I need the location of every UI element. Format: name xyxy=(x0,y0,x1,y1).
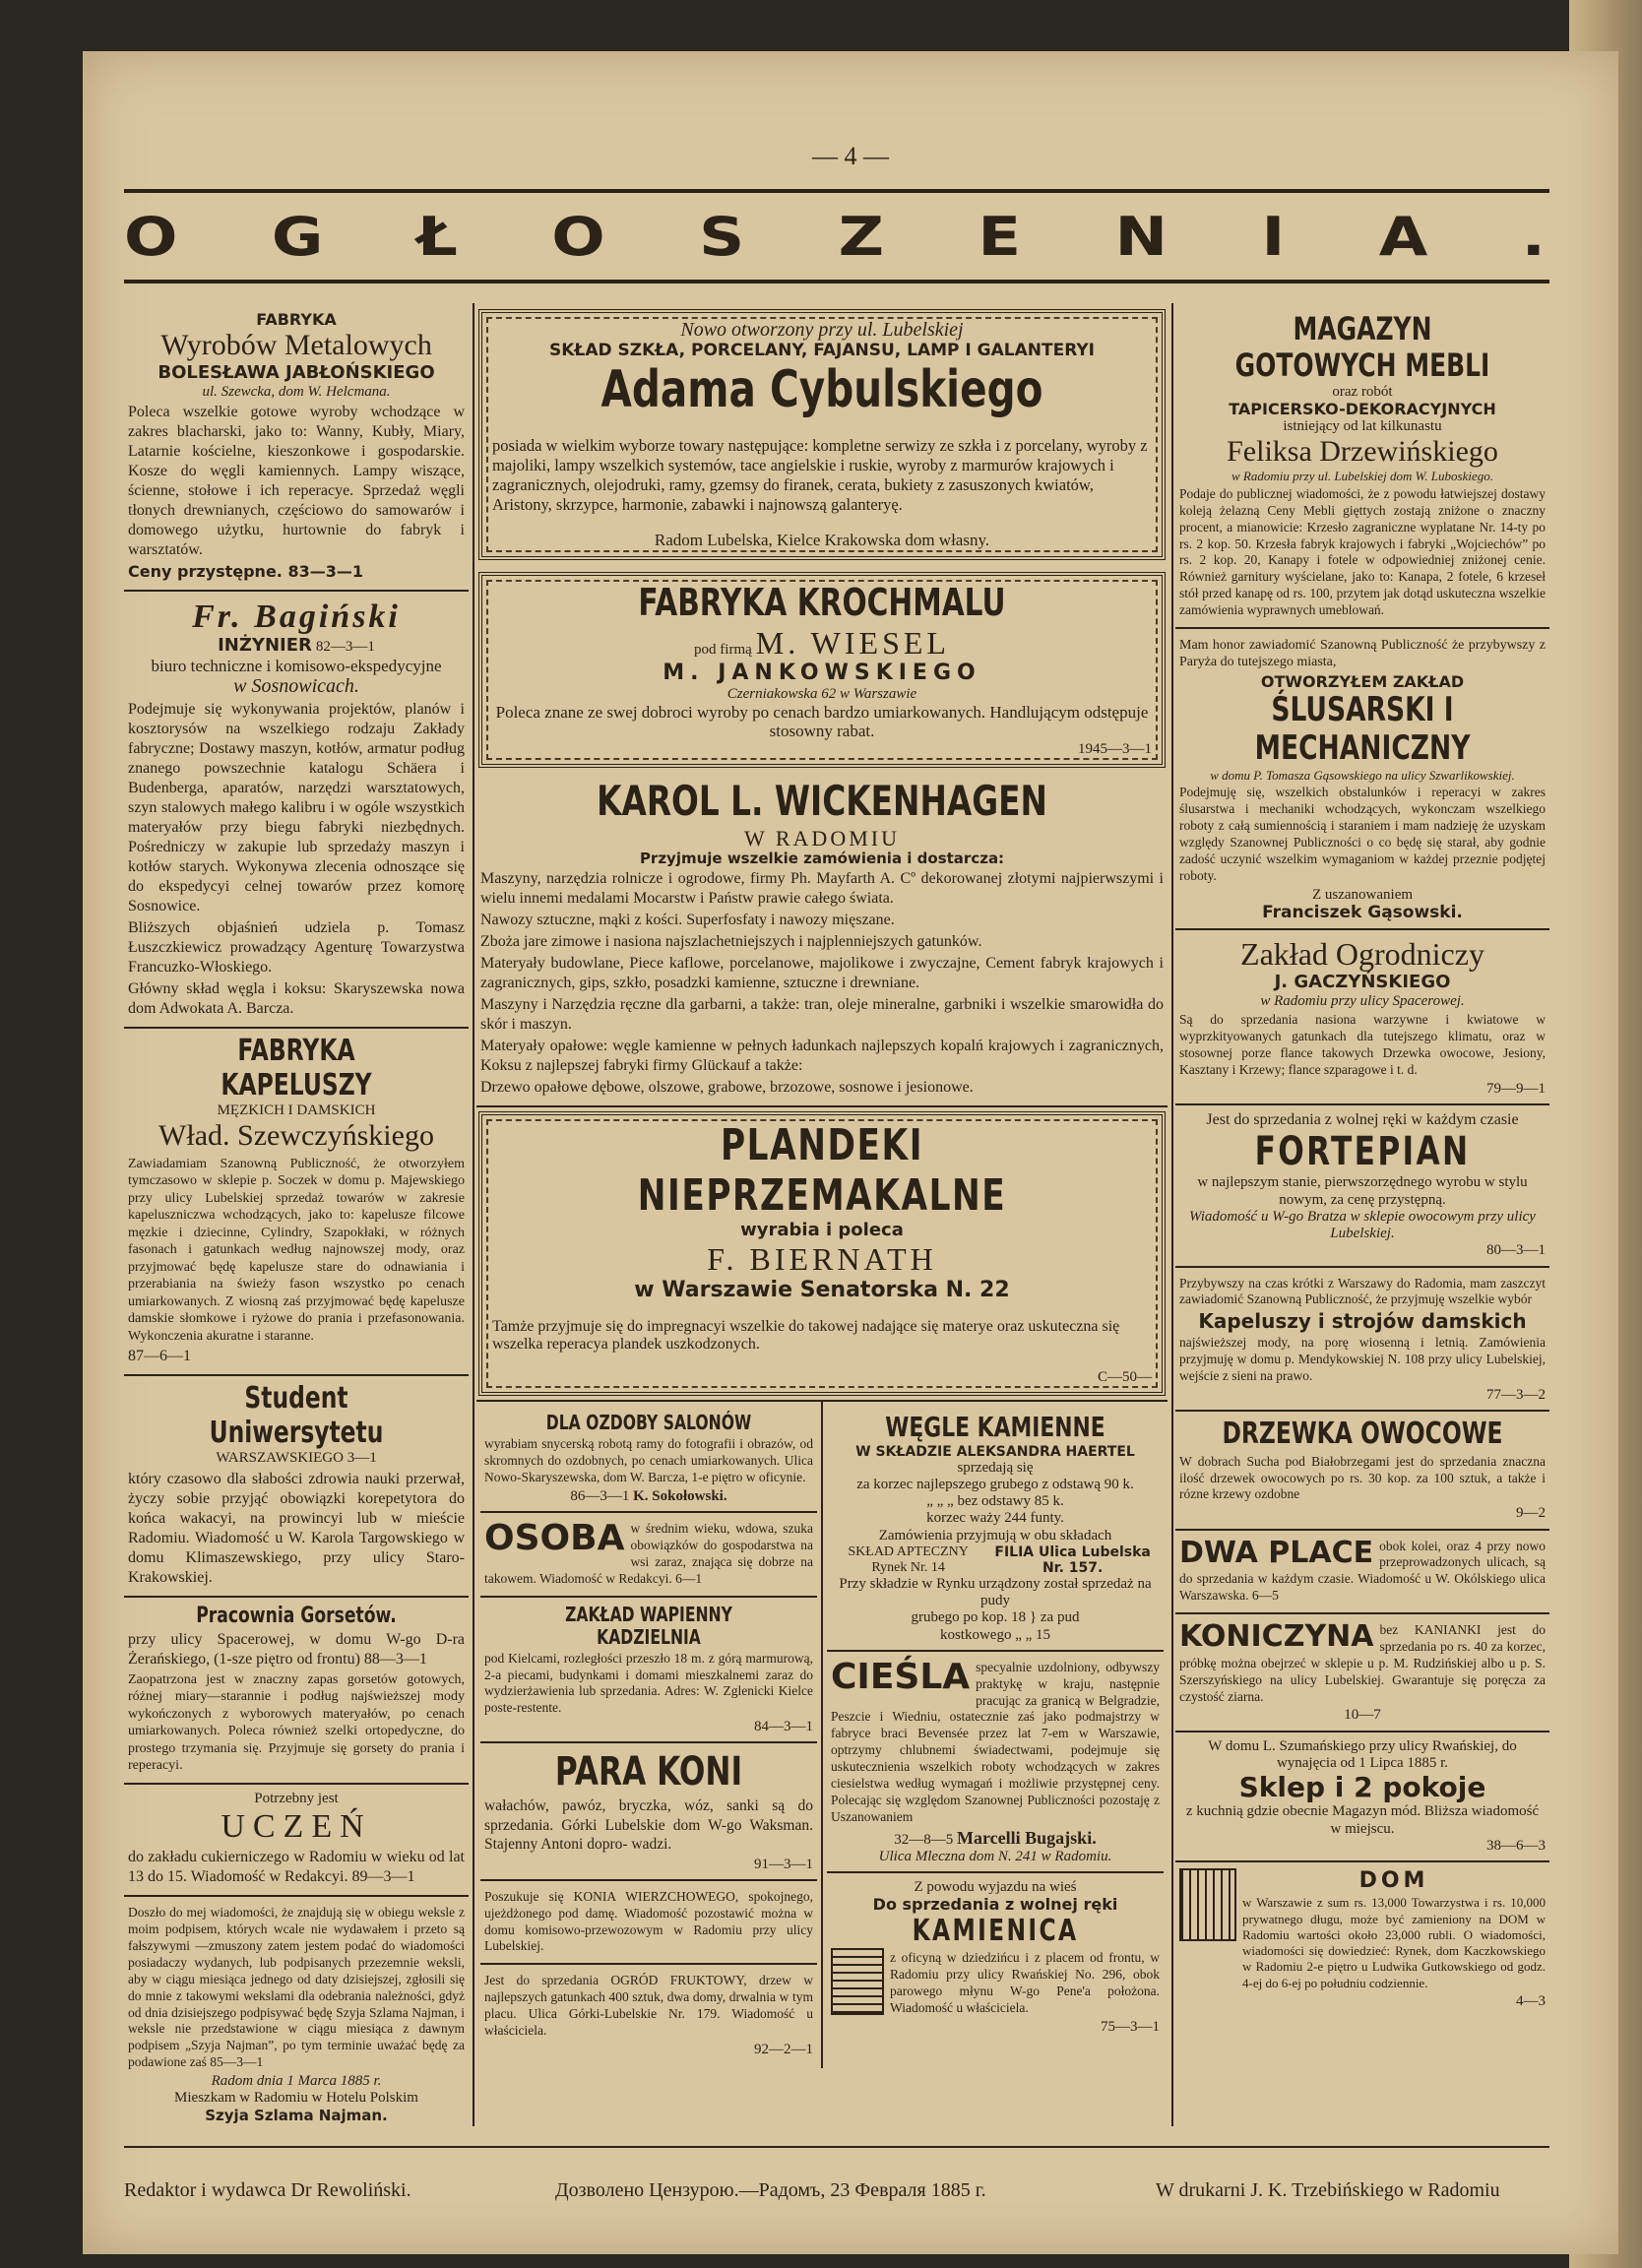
header-letter: A xyxy=(1378,206,1432,269)
ad-body: do zakładu cukierniczego w Radomiu w wieku od lat 13 do 15. Wiadomość w Redakcyi. 89—3—1 xyxy=(128,1849,465,1886)
ad-price: grubego po kop. 18 } za pud xyxy=(911,1609,1080,1626)
ad-furniture xyxy=(1175,305,1549,629)
ad-title: F. BIERNATH xyxy=(707,1240,937,1277)
ad-orchard xyxy=(480,1965,817,2064)
ad-title: FABRYKA xyxy=(256,310,337,329)
ad-body: z oficyną w dziedzińcu i z placem od frontu, w Radomiu przy ulicy Rwańskiej No. 296, obok parowego młynu W-go Pene'a położona. Wiadomość u właściciela. xyxy=(890,1950,1160,2015)
ad-code: 4—3 xyxy=(1516,1992,1546,2009)
ad-price: za korzec najlepszego grubego z odstawą 90 k. xyxy=(856,1476,1134,1492)
ad-code: 38—6—3 xyxy=(1486,1837,1546,1854)
column-divider xyxy=(1171,303,1173,2126)
ad-body: specyalnie uzdolniony, odbywszy praktykę w kraju, następnie pracując za granicą w Belgradzie, Peszcie i Wiedniu, ostatecznie zaś jako podmajstrzy w fabryce braci Bevensée przez lat 7-em w Warszawie, optrzymy chlubnemi świadectwami, podejmuje się uskutecznienia wszelkich roboty wchodzących w zakres ciesielstwa według wymagań i możliwie przystępnej ceny. Polecając się względom Szanownej Publiczności pozostaję z Uszanowaniem xyxy=(831,1659,1160,1824)
ad-tenement xyxy=(827,1873,1164,2042)
ad-subtitle: wyrabia i poleca xyxy=(740,1220,904,1241)
page-number: — 4 — xyxy=(812,142,889,170)
ad-code: 1945—3—1 xyxy=(1078,741,1152,758)
ad-price: „ „ „ bez odstawy 85 k. xyxy=(926,1493,1064,1510)
ad-body: Podaje do publicznej wiadomości, że z powodu łatwiejszej dostawy koleją żelazną Ceny Mebli gięttych zostają zniżone o znaczny procent, a mianowicie: Krzesło zagraniczne wyplatane Nr. 14-ty po rs. 2 kop. 50. Krzesła fabryk krajowych i fabryki „Wojciechów” po rs. 2 kop. 20, Kanapy i fotele w odpowiedniej zniżonej cenie. Również garnitury wyścielane, jako to: Kanapa, 2 fotele, 6 krzeseł stół przed kanapę od rs. 100, przytem jak dotąd uskuteczna wszelkie zamówienia wyprawnych umeblowań. xyxy=(1179,485,1546,618)
ad-body: Zamówienia przyjmują w obu składach xyxy=(878,1527,1112,1544)
ad-title: CIEŚLA xyxy=(831,1656,971,1697)
ad-body: Są do sprzedania nasiona warzywne i kwiatowe w wyprzkityowanych gatunkach dla tutejszego klimatu, oraz w stosownej porze flance takowych Drzewka owocowe, Jesiony, Kasztany i Krzewy; flance szparagowe i t. d. xyxy=(1179,1012,1546,1077)
ad-body: w Warszawie z sum rs. 13,000 Towarzystwa i rs. 10,000 prywatnego długu, może być zamieniony na DOM w Radomiu wartości około 23,000 rubli. O wiadomości, wiadomości się dowiedzieć: Rynek, dom Kaczkowskiego w Radomiu 2-e piętro u Ludwika Gutkowskiego od godz. 4-ej do 6-ej po południu codziennie. xyxy=(1242,1895,1546,1990)
ad-subtitle: Nowo otworzony przy ul. Lubelskiej xyxy=(680,319,964,341)
ad-body: wałachów, pawóz, bryczka, wóz, sanki są do sprzedania. Górki Lubelskie dom W-go Waksman. Stajenny Antoni dopro- wadzi. xyxy=(484,1797,813,1854)
ad-title: BOLESŁAWA JABŁOŃSKIEGO xyxy=(158,361,435,383)
ad-title: Wład. Szewczyńskiego xyxy=(158,1119,434,1153)
ad-code: 82—3—1 xyxy=(315,638,375,655)
ad-subtitle: SKŁAD SZKŁA, PORCELANY, FAJANSU, LAMP I GALANTERYI xyxy=(548,341,1096,360)
ad-clover xyxy=(1175,1614,1549,1732)
ad-address: Wiadomość u W-go Bratza w sklepie owocowym przy ulicy Lubelskiej. xyxy=(1189,1208,1536,1242)
ad-title: Student Uniwersytetu xyxy=(209,1381,384,1450)
footer-printer: W drukarni J. K. Trzebińskiego w Radomiu xyxy=(1156,2179,1500,2201)
ad-signature: Franciszek Gąsowski. xyxy=(1262,902,1463,922)
ad-body: Mam honor zawiadomić Szanowną Publiczność że przybywszy z Paryża do tutejszego miasta, xyxy=(1179,637,1546,670)
ad-body: Tamże przyjmuje się do impregnacyi wszelkie do takowej nadające się materye oraz uskuteczna się wszelka reperacya plandek uszkodzonych. xyxy=(492,1318,1120,1354)
ad-title: Feliksa Drzewińskiego xyxy=(1227,435,1498,469)
ad-subtitle: pod firmą xyxy=(694,641,752,658)
ad-body: przy ulicy Spacerowej, w domu W-go D-ra Żerańskiego, (1-sze piętro od frontu) 88—3—1 xyxy=(128,1630,465,1668)
ad-code: 87—6—1 xyxy=(128,1348,191,1365)
ad-body: Mieszkam w Radomiu w Hotelu Polskim xyxy=(174,2090,418,2107)
ad-price: korzec waży 244 funty. xyxy=(926,1510,1064,1527)
ads-right-sub xyxy=(823,1402,1168,2068)
ad-house xyxy=(1175,1862,1549,2016)
ad-body: Zboża jare zimowe i nasiona najszlachetniejszych i najplenniejszych gatunków. xyxy=(480,933,982,951)
ad-title: M. WIESEL xyxy=(755,624,950,661)
ad-body: Nawozy sztuczne, mąki z kości. Superfosfaty i nawozy mięszane. xyxy=(480,912,895,929)
ad-body: W dobrach Sucha pod Białobrzegami jest do sprzedania znaczna ilość drzewek owocowych po rs. 30 kop. za 100 sztuk, a także i rózne krzewy ozdobne xyxy=(1179,1453,1546,1502)
ad-title: DLA OZDOBY SALONÓW xyxy=(545,1411,752,1435)
header-letter: S xyxy=(699,206,749,269)
ad-subtitle: MĘZKICH I DAMSKICH xyxy=(217,1102,376,1119)
ad-subtitle: TAPICERSKO-DEKORACYJNYCH xyxy=(1229,399,1496,418)
ad-code: 3—1 xyxy=(347,1450,377,1467)
ad-title: UCZEŃ xyxy=(221,1808,372,1846)
ad-title: INŻYNIER xyxy=(218,634,312,656)
ad-body: Poleca znane ze swej dobroci wyroby po cenach bardzo umiarkowanych. Handlującym odstępuje stosowny rabat. xyxy=(495,702,1149,741)
ad-two-plots xyxy=(1175,1531,1549,1615)
ad-piano xyxy=(1175,1105,1549,1268)
ad-shop-rooms xyxy=(1175,1732,1549,1862)
ad-carpenter xyxy=(827,1652,1164,1873)
ad-address: Ulica Mleczna dom N. 241 w Radomiu. xyxy=(878,1848,1112,1864)
ad-address: w Radomiu przy ul. Lubelskiej dom W. Luboskiego. xyxy=(1231,468,1493,483)
ad-title: WĘGLE KAMIENNE xyxy=(885,1411,1105,1444)
ad-subtitle: J. GACZYŃSKIEGO xyxy=(1274,972,1451,993)
ad-title: FABRYKA KROCHMALU xyxy=(638,580,1006,624)
ad-code: 92—2—1 xyxy=(754,2041,813,2057)
ad-body: Zawiadamiam Szanowną Publiczność, że otworzyłem tymczasowo w sklepie p. Soczek w domu p. Majewskiego przy ulicy Lubelskiej sprzedaż towarów w zakresie kapeluszniczwa wchodzących, jako to: kapelusze filcowe męzkie i dziecinne, Cylindry, Szapokłaki, w różnych fasonach i gatunkach według najnowszej mody, oraz przyjmować będę kapelusze stare do odnawiania i przerabiania na świeży fason wszystko po cenach umiarkowanych. Z wiosną zaś przyjmować będę kapelusze damskie słomkowe i ryżowe do prania i przefasonowania. Wykonczenia akuratne i staranne. xyxy=(128,1156,465,1344)
ad-address: w Radomiu przy ulicy Spacerowej. xyxy=(1260,992,1465,1009)
ad-subtitle: Przyjmuje wszelkie zamówienia i dostarcza: xyxy=(639,849,1005,867)
ad-body: najświeższej mody, na porę wiosenną i letnią. Zamówienia przyjmuję w domu p. Mendykowskiej N. 108 przy ulicy Lubelskiej, wejście z sieni na prawo. xyxy=(1179,1335,1546,1384)
ad-subtitle: W SKŁADZIE ALEKSANDRA HAERTEL xyxy=(855,1443,1135,1460)
ad-title: FABRYKA KAPELUSZY xyxy=(221,1034,372,1102)
header-letter: I xyxy=(1261,206,1290,269)
bottom-rule xyxy=(124,2146,1549,2148)
ad-cybulski xyxy=(478,309,1166,560)
ad-subtitle: W RADOMIU xyxy=(744,825,900,850)
ad-address: w domu P. Tomasza Gąsowskiego na ulicy Szwarlikowskiej. xyxy=(1210,767,1515,783)
header-letter: O xyxy=(551,206,609,269)
ad-body: Główny skład węgla i koksu: Skaryszewska nowa dom Adwokata A. Barcza. xyxy=(128,980,465,1018)
ad-fruit-trees xyxy=(1175,1412,1549,1530)
ad-subtitle: Potrzebny jest xyxy=(254,1790,339,1806)
ad-address: ul. Szewcka, dom W. Helcmana. xyxy=(202,383,391,400)
ad-code: 6—1 xyxy=(675,1570,703,1586)
ad-title: KONICZYNA xyxy=(1179,1619,1374,1655)
ad-body: Materyały opałowe: węgle kamienne w pełnych ładunkach najlepszych kopalń krajowych i zagranicznych, Koksu z najlepszej fabryki firmy Glückauf a także: xyxy=(480,1038,1164,1075)
ad-body: Podejmuję się, wszelkich obstalunków i reperacyi w zakres ślusarstwa i mechaniki wchodzących, wykonczam wszelkiego roboty z całą sumiennością i staraniem i mam nadzieję że uzyskam względy Szanownej Publiczności o co będę się starał, aby godnie zadość uczynić wszelkim wymaganiom w każdej przeznie podjętej roboty. xyxy=(1179,785,1546,883)
ad-code: 6—5 xyxy=(1251,1588,1279,1604)
ad-body: wyrabiam snycerską robotą ramy do fotografii i obrazów, od skromnych do ozdobnych, po cenach umiarkowanych. Ulica Nowo-Skaryszewska, dom W. Barcza, 1-e piętro w oficynie. xyxy=(484,1436,813,1485)
ad-code: 32—8—5 xyxy=(894,1831,954,1848)
ad-title: Zakład Ogrodniczy xyxy=(1240,936,1484,973)
ad-najman xyxy=(124,1897,469,2130)
ad-signature: K. Sokołowski. xyxy=(633,1487,727,1504)
ad-code: 77—3—2 xyxy=(1486,1386,1546,1403)
footer-censor: Дозволено Цензурою.—Радомъ, 23 Февраля 1885 г. xyxy=(555,2179,986,2201)
ad-subtitle: oraz robót xyxy=(1332,383,1393,400)
ad-price: kostkowego „ „ 15 xyxy=(939,1626,1051,1643)
ad-apprentice xyxy=(124,1785,469,1897)
ad-body: Bliższych objaśnień udziela p. Tomasz Łuszczkiewicz prowadzący Agenturę Towarzystwa Francuzko-Włoskiego. xyxy=(128,919,465,976)
ad-body: posiada w wielkim wyborze towary następujące: kompletne serwizy ze szkła i z porcelany, wyroby z majoliki, lampy wszelkich systemów, tace angielskie i ruskie, wyroby z marmurów krajowych i zagranicznych, olejodruki, ramy, gzemsy do firanek, cerata, bukiety z zasuszonych kwiatów, Aristony, skrzypce, harmonie, zabawki i najnowszą galanteryę. xyxy=(492,435,1148,514)
ad-code: 86—3—1 xyxy=(570,1487,630,1504)
ad-title: Adama Cybulskiego xyxy=(600,359,1043,419)
ad-coal xyxy=(827,1406,1164,1652)
ad-widow xyxy=(480,1513,817,1598)
ad-subtitle: OTWORZYŁEM ZAKŁAD xyxy=(1260,671,1465,691)
ad-body: bez KANIANKI jest do sprzedania po rs. 40 za korzec, próbkę można obejrzeć w sklepie u p. M. Rudzińskiej albo u p. S. Szerszyńskiego na ulicy Lubelskiej. Gwarantuje się poręcza za czystość ziarna. xyxy=(1179,1622,1546,1704)
ad-signature: Szyja Szlama Najman. xyxy=(205,2106,388,2124)
ad-body: który czasowo dla słabości zdrowia nauki przerwał, życzy sobie przyjąć obowiązki korepetytora do końca wakacyi, na prowincyi lub w mieście Radomiu. Wiadomość u W. Karola Targowskiego w domu Klimaszewskiego, przy ulicy Staro-Krakowskiej. xyxy=(128,1470,465,1586)
ad-title: Fr. Bagiński xyxy=(192,598,401,635)
ad-subtitle: Jest do sprzedania z wolnej ręki w każdym czasie xyxy=(1206,1110,1519,1128)
ad-address: w Warszawie Senatorska N. 22 xyxy=(634,1277,1010,1302)
newspaper-page xyxy=(83,51,1618,2254)
ad-corsets xyxy=(124,1598,469,1785)
ad-body: Materyały budowlane, Piece kaflowe, porcelanowe, majolikowe i zwyczajne, Cement fabryk krajowych i zagranicznych, gips, szkło, posadzki kamienne, sztuczne i drewniane. xyxy=(480,955,1164,992)
ad-subtitle: biuro techniczne i komisowo-ekspedycyjne xyxy=(151,656,442,675)
ad-body: W domu L. Szumańskiego przy ulicy Rwańskiej, do wynajęcia od 1 Lipca 1885 r. xyxy=(1208,1737,1517,1771)
ad-body: Maszyny i Narzędzia ręczne dla garbarni, a także: tran, oleje mineralne, garbniki i wszelkie smarowidła do skór i maszyn. xyxy=(480,996,1164,1034)
ad-title: ZAKŁAD WAPIENNY KADZIELNIA xyxy=(565,1602,732,1649)
ad-title: OSOBA xyxy=(484,1518,625,1559)
header-letter: . xyxy=(1521,206,1549,269)
ad-title: KAROL L. WICKENHAGEN xyxy=(597,777,1047,826)
house-icon xyxy=(1179,1868,1236,1941)
left-column xyxy=(124,305,469,2130)
ad-title: M. JANKOWSKIEGO xyxy=(663,661,981,686)
ad-baginski xyxy=(124,592,469,1029)
ad-tarpaulins xyxy=(478,1111,1166,1396)
ad-student xyxy=(124,1376,469,1597)
ad-code: 10—7 xyxy=(1344,1707,1381,1724)
top-rule xyxy=(124,189,1549,193)
ad-body: Poleca wszelkie gotowe wyroby wchodzące w zakres blacharski, jako to: Wanny, Kubły, Miary, Latarnie kościelne, kieszonkowe i gospodarskie. Kosze do węgli kamiennych. Lampy wiszące, ścienne, stołowe i ich reperacye. Sprzedaż węgli tłonych drewnianych, częściowo do samowarów i domowego użytku, hurtownie do fabryk i warsztatów. xyxy=(128,403,465,558)
ad-hat-factory xyxy=(124,1029,469,1376)
ad-locksmith xyxy=(1175,629,1549,931)
header-letter: Ł xyxy=(416,206,462,269)
ad-body: w najlepszym stanie, pierwszorzędnego wyrobu w stylu nowym, za cenę przystępną. xyxy=(1197,1174,1528,1208)
ad-subtitle: WARSZAWSKIEGO xyxy=(216,1450,344,1467)
ad-body: Przybywszy na czas krótki z Warszawy do Radomia, mam zaszczyt zawiadomić Szanowną Publiczność, że przyjmuję wszelkie wybór xyxy=(1179,1275,1546,1307)
ad-body: Jest do sprzedania OGRÓD FRUKTOWY, drzew w najlepszych gatunkach 400 sztuk, dwa domy, drwalnia w tym placu. Ulica Górki-Lubelskie Nr. 179. Wiadomość u właściciela. xyxy=(484,1973,813,2038)
ad-body: w średnim wieku, wdowa, szuka obowiązków do gospodarstwa na wsi zaraz, znająca się dobrze na takowem. Wiadomość w Redakcyi. xyxy=(484,1521,813,1586)
ad-body: Podejmuje się wykonywania projektów, planów i kosztorysów na wszelkiego rodzaju Zakłady fabryczne; Dostawy maszyn, kotłów, armatur podług znanego powszechnie katalogu Schäera i Budenberga, aparatów, narzędzi warsztatowych, szyn stalowych małego kalibru i w ogóle wszystkich materyałów przy biegu fabryki niezbędnych. Pośredniczy w zakupie lub sprzedaży maszyn i kotłów starych. Wykonywa zlecenia odnoszące się do ekspedycyi celnej towarów przez komorę Sosnowice. xyxy=(128,701,465,915)
header-letter: E xyxy=(978,206,1026,269)
ad-salons xyxy=(480,1406,817,1513)
ads-split xyxy=(476,1400,1168,2068)
ad-subtitle: Do sprzedania z wolnej ręki xyxy=(872,1895,1118,1915)
ad-code: 80—3—1 xyxy=(1486,1242,1546,1259)
building-icon xyxy=(831,1948,884,2015)
ad-code: 91—3—1 xyxy=(754,1856,813,1872)
header-letter: Z xyxy=(838,206,888,269)
ad-title: Pracownia Gorsetów. xyxy=(196,1603,397,1628)
ad-body: Maszyny, narzędzia rolnicze i ogrodowe, firmy Ph. Mayfarth A. Cº dekorowanej złotymi najpierwszymi i wielu innemi medalami Mocarstw i Państw prawie całego świata. xyxy=(480,870,1164,908)
ad-title: MAGAZYN GOTOWYCH MEBLI xyxy=(1234,310,1490,384)
ad-subtitle: istniejący od lat kilkunastu xyxy=(1283,418,1442,435)
middle-column xyxy=(476,305,1168,2068)
ad-body: pod Kielcami, rozległości przeszło 18 m. z górą marmurową, 2-a piecami, budynkami i domami mieszkalnemi zaraz do wydzierżawienia lub sprzedania. Adres: W. Zglenicki Kielce poste-restente. xyxy=(484,1650,813,1716)
ad-horses xyxy=(480,1743,817,1880)
ads-left-sub xyxy=(476,1402,823,2068)
ad-wickenhagen xyxy=(476,772,1168,1107)
ad-title: Wyrobów Metalowych xyxy=(160,329,432,362)
ad-milliner xyxy=(1175,1268,1549,1413)
ad-title: Kapeluszy i strojów damskich xyxy=(1198,1309,1527,1334)
ad-title: DWA PLACE xyxy=(1179,1535,1374,1570)
ad-title: DRZEWKA OWOCOWE xyxy=(1222,1417,1503,1452)
ad-body: Doszło do mej wiadomości, że znajdują się w obiegu weksle z moim podpisem, których wcale nie wydawałem i przeto są fałszywymi —zmuszony zatem jestem podać do wiadomości posiadaczy wydanych, lub podpisanych przezemnie weksli, aby w ciągu miesiąca jednego od daty dzisiejszej, zgłosili się do mnie z takowymi wekslami dla odebrania należności, gdyż od dnia dzisiejszego podpisywać będę Szyja Szlama Najman, i weksle nie przedstawione w ciągu miesiąca z dawnym podpisem „Szyja Najman”, po tym terminie uważać będę za podawione zaś 85—3—1 xyxy=(128,1905,465,2070)
ad-title: KAMIENICA xyxy=(912,1913,1079,1948)
header-rule xyxy=(124,280,1549,284)
ad-body: Poszukuje się KONIA WIERZCHOWEGO, spokojnego, ujeżdżonego pod damę. Wiadomość pozostawić można w domu komisowo-przewozowym w Radomiu przy ulicy Lubelskiej. xyxy=(484,1888,813,1954)
ad-metal-works xyxy=(124,305,469,592)
ad-body: z kuchnią gdzie obecnie Magazyn mód. Bliższa wiadomość w miejscu. xyxy=(1185,1803,1540,1837)
ad-date: Radom dnia 1 Marca 1885 r. xyxy=(211,2073,382,2090)
footer-editor: Redaktor i wydawca Dr Rewoliński. xyxy=(124,2179,411,2201)
ad-address: Czerniakowska 62 w Warszawie xyxy=(726,685,917,702)
ad-title: PARA KONI xyxy=(554,1749,743,1796)
ad-body: obok kolei, oraz 4 przy nowo przeprowadzonych ulicach, są do sprzedania w każdym czasie. Wiadomość u W. Okólskiego ulica Warszawska. xyxy=(1179,1538,1546,1604)
ad-title: ŚLUSARSKI I MECHANICZNY xyxy=(1254,690,1471,769)
ad-title: FORTEPIAN xyxy=(1254,1129,1471,1175)
ad-signature: Marcelli Bugajski. xyxy=(957,1827,1097,1848)
ad-code: 79—9—1 xyxy=(1486,1080,1546,1097)
ad-address: SKŁAD APTECZNY Rynek Nr. 14 xyxy=(848,1544,969,1575)
ad-title: Sklep i 2 pokoje xyxy=(1238,1771,1486,1804)
ad-starch xyxy=(478,572,1166,768)
ad-subtitle: sprzedają się xyxy=(957,1459,1034,1476)
ad-garden xyxy=(1175,930,1549,1104)
header-letter: G xyxy=(271,206,328,269)
ad-horse-wanted xyxy=(480,1881,817,1966)
ad-subtitle: Z uszanowaniem xyxy=(1311,886,1414,903)
ad-code: 75—3—1 xyxy=(1101,2018,1160,2035)
ad-lime xyxy=(480,1598,817,1744)
ad-subtitle: Z powodu wyjazdu na wieś xyxy=(914,1879,1077,1896)
ad-body: Przy składzie w Rynku urządzony został sprzedaż na pudy xyxy=(839,1575,1152,1609)
ad-code: 9—2 xyxy=(1516,1505,1546,1522)
ad-title: PLANDEKI NIEPRZEMAKALNE xyxy=(637,1120,1007,1221)
right-column xyxy=(1175,305,1549,2016)
section-header xyxy=(124,203,1549,272)
ad-code: Ceny przystępne. 83—3—1 xyxy=(128,561,363,581)
column-divider xyxy=(473,303,474,2126)
ad-address: w Sosnowicach. xyxy=(233,675,359,698)
ad-title: DOM xyxy=(1358,1868,1429,1894)
ad-code: C—50— xyxy=(1097,1369,1152,1386)
ad-address: Radom Lubelska, Kielce Krakowska dom własny. xyxy=(654,531,990,550)
ad-body: Drzewo opałowe dębowe, olszowe, grabowe, brzozowe, sosnowe i jesionowe. xyxy=(480,1079,974,1097)
ad-body: Zaopatrzona jest w znaczny zapas gorsetów gotowych, różnej miary—starannie i podług najświeższej mody wykończonych z wyborowych materyałów, po cenach umiarkowanych. Poleca również szelki ortopedyczne, do prostego trzymania się. Przyjmuje się gorsety do prania i reperacyi. xyxy=(128,1671,465,1774)
header-letter: O xyxy=(124,206,182,269)
header-letter: N xyxy=(1114,206,1172,269)
ad-address: FILIA Ulica Lubelska Nr. 157. xyxy=(994,1544,1151,1576)
ad-code: 84—3—1 xyxy=(754,1719,813,1735)
